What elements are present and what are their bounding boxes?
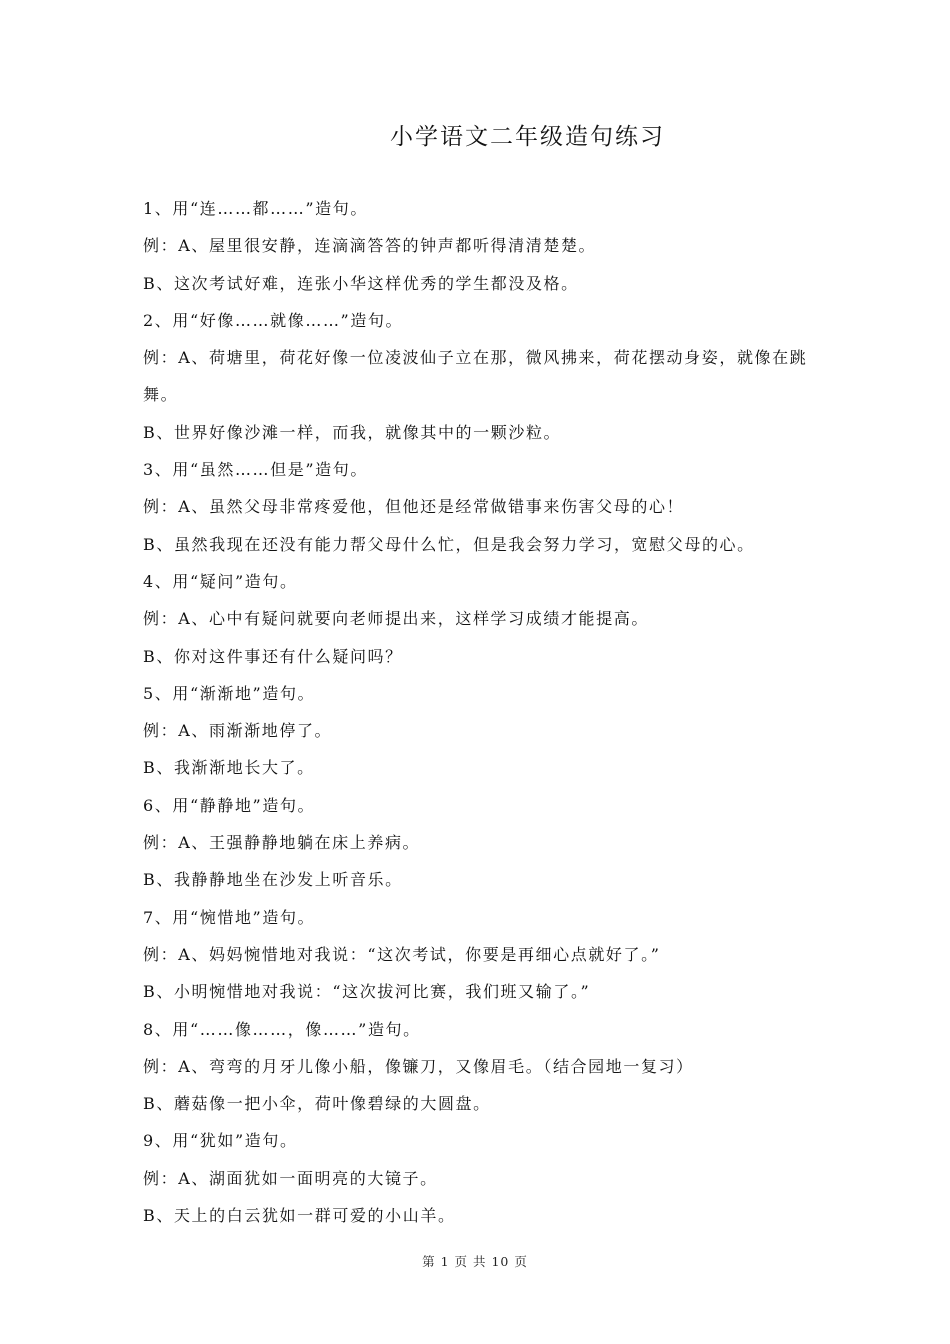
text-line: B、小明惋惜地对我说：“这次拔河比赛，我们班又输了。”	[143, 982, 591, 1002]
text-line: 1、用“连……都……”造句。	[143, 199, 368, 218]
text-line: 例：A、弯弯的月牙儿像小船，像镰刀，又像眉毛。（结合园地一复习）	[143, 1056, 694, 1076]
text-line: B、我渐渐地长大了。	[143, 758, 315, 778]
text-line: 例：A、妈妈惋惜地对我说：“这次考试，你要是再细心点就好了。”	[143, 944, 661, 964]
page-footer: 第 1 页 共 10 页	[422, 1254, 528, 1269]
text-line: 4、用“疑问”造句。	[143, 571, 298, 591]
text-line: B、这次考试好难，连张小华这样优秀的学生都没及格。	[143, 273, 579, 293]
text-line: B、你对这件事还有什么疑问吗？	[143, 646, 403, 666]
text-line: 7、用“惋惜地”造句。	[143, 907, 316, 927]
text-line: 例：A、荷塘里，荷花好像一位凌波仙子立在那，微风拂来，荷花摆动身姿，就像在跳舞。	[143, 348, 808, 405]
text-line: 例：A、虽然父母非常疼爱他，但他还是经常做错事来伤害父母的心！	[143, 497, 685, 517]
text-line: B、虽然我现在还没有能力帮父母什么忙，但是我会努力学习，宽慰父母的心。	[143, 534, 755, 554]
text-line: 例：A、雨渐渐地停了。	[143, 721, 333, 741]
text-line: B、天上的白云犹如一群可爱的小山羊。	[143, 1206, 456, 1226]
document-body	[143, 190, 823, 1234]
text-line: 例：A、王强静静地躺在床上养病。	[143, 833, 421, 853]
text-line: 2、用“好像……就像……”造句。	[143, 310, 404, 330]
text-line: 5、用“渐渐地”造句。	[143, 683, 316, 703]
text-line: 9、用“犹如”造句。	[143, 1131, 298, 1151]
text-line: 8、用“……像……，像……”造句。	[143, 1019, 421, 1039]
text-line: 例：A、湖面犹如一面明亮的大镜子。	[143, 1168, 438, 1188]
text-line: 例：A、心中有疑问就要向老师提出来，这样学习成绩才能提高。	[143, 609, 649, 629]
text-line: 例：A、屋里很安静，连滴滴答答的钟声都听得清清楚楚。	[143, 236, 597, 256]
text-line: 6、用“静静地”造句。	[143, 795, 316, 815]
text-line: B、世界好像沙滩一样，而我，就像其中的一颗沙粒。	[143, 422, 562, 442]
page-title: 小学语文二年级造句练习	[390, 124, 665, 150]
text-line: B、我静静地坐在沙发上听音乐。	[143, 870, 403, 890]
text-line: 3、用“虽然……但是”造句。	[143, 460, 368, 480]
text-line: B、蘑菇像一把小伞，荷叶像碧绿的大圆盘。	[143, 1094, 491, 1114]
